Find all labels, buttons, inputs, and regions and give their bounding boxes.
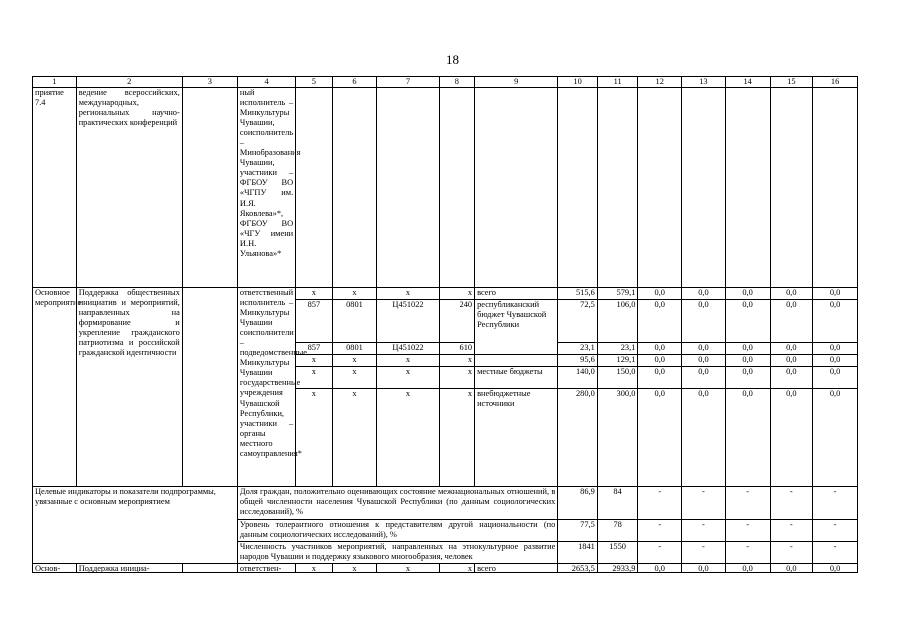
empty-cell [682,88,726,288]
value-cell: - [638,487,682,520]
value-cell: 0,0 [638,564,682,573]
empty-cell [725,88,770,288]
value-cell: 0,0 [725,300,770,343]
value-cell: 0,0 [770,343,813,355]
header-cell: 10 [558,77,598,88]
value-cell: 0,0 [682,288,726,300]
value-cell: 579,1 [597,288,638,300]
empty-cell [813,88,858,288]
expense-type-code: x [439,288,474,300]
value-cell: 0,0 [770,300,813,343]
funding-source: республиканский бюджет Чувашской Республики [475,300,558,355]
value-cell: - [770,520,813,542]
value-cell: 0,0 [813,288,858,300]
expense-type-code: x [439,389,474,487]
value-cell: 0,0 [725,389,770,487]
value-cell: - [770,487,813,520]
value-cell: 0,0 [770,564,813,573]
value-cell: - [725,542,770,564]
grbs-code: x [296,564,332,573]
section-code: x [332,564,377,573]
value-cell: 0,0 [638,343,682,355]
value-cell: 0,0 [725,355,770,367]
event-name: Поддержка общественных инициатив и мероприятий, направленных на формирование и укрепление гражданского патриотизма и российской гражданской идентичности [76,288,182,487]
target-article-code: Ц451022 [377,300,439,343]
header-cell: 7 [377,77,439,88]
value-cell: 0,0 [813,367,858,389]
header-cell: 2 [76,77,182,88]
value-cell: 0,0 [682,367,726,389]
value-cell: 0,0 [638,288,682,300]
value-cell: 0,0 [682,564,726,573]
header-cell: 8 [439,77,474,88]
target-article-code: x [377,564,439,573]
value-cell: 95,6 [558,355,598,367]
empty-cell [475,88,558,288]
empty-cell [332,88,377,288]
value-cell: 150,0 [597,367,638,389]
empty-cell [770,88,813,288]
empty-cell [182,88,237,288]
value-cell: 0,0 [638,367,682,389]
indicator-text: Доля граждан, положительно оценивающих состояние межнациональных отношений, в общей численности населения Чувашской Республики (по данным социологических исследований), % [237,487,557,520]
value-cell: - [682,542,726,564]
executor: ответствен- [237,564,295,573]
value-cell: 84 [597,487,638,520]
expense-type-code: 610 [439,343,474,355]
expense-type-code: x [439,355,474,367]
grbs-code: x [296,288,332,300]
value-cell: - [813,487,858,520]
header-cell: 14 [725,77,770,88]
empty-cell [296,88,332,288]
value-cell: 0,0 [725,564,770,573]
funding-source: всего [475,564,558,573]
table-row [33,288,858,300]
value-cell: - [682,487,726,520]
value-cell: - [770,542,813,564]
empty-cell [182,564,237,573]
value-cell: - [725,520,770,542]
value-cell: - [813,542,858,564]
empty-cell [439,88,474,288]
indicators-label: Целевые индикаторы и показатели подпрограммы, увязанные с основным мероприятием [33,487,238,564]
value-cell: 1550 [597,542,638,564]
value-cell: 86,9 [558,487,598,520]
executor: ответственный исполнитель – Минкультуры Чувашии соисполнители – подведомственные Минкультуры Чувашии государственные учреждения Чувашской Республики, участники – органы местного самоуправления* [237,288,295,487]
value-cell: 77,5 [558,520,598,542]
header-cell: 6 [332,77,377,88]
target-article-code: x [377,389,439,487]
header-row [33,77,858,88]
header-cell: 13 [682,77,726,88]
empty-cell [558,88,598,288]
target-article-code: x [377,355,439,367]
grbs-code: 857 [296,343,332,355]
funding-source: местные бюджеты [475,367,558,389]
header-cell: 1 [33,77,77,88]
indicator-text: Численность участников мероприятий, направленных на этнокультурное развитие народов Чувашии и поддержку языкового многообразия, человек [237,542,557,564]
table-row [33,487,858,520]
program-table [32,76,858,573]
event-number: Основное мероприятие [33,288,77,487]
table-row [33,564,858,573]
value-cell: 23,1 [558,343,598,355]
value-cell: 0,0 [813,300,858,343]
value-cell: 0,0 [725,367,770,389]
value-cell: 0,0 [770,288,813,300]
section-code: x [332,367,377,389]
event-name: Поддержка инициа- [76,564,182,573]
value-cell: 515,6 [558,288,598,300]
header-cell: 9 [475,77,558,88]
value-cell: - [638,520,682,542]
value-cell: 1841 [558,542,598,564]
grbs-code: x [296,389,332,487]
target-article-code: Ц451022 [377,343,439,355]
executor: ный исполнитель – Минкультуры Чувашии, соисполнитель – Минобразования Чувашии, участники – ФГБОУ ВО «ЧГПУ им. И.Я. Яковлева»*, ФГБОУ ВО «ЧГУ имени И.Н. Ульянова»* [237,88,295,288]
empty-cell [377,88,439,288]
header-cell: 15 [770,77,813,88]
section-code: x [332,355,377,367]
grbs-code: x [296,355,332,367]
value-cell: 140,0 [558,367,598,389]
value-cell: 0,0 [770,355,813,367]
value-cell: 72,5 [558,300,598,343]
event-number: Основ- [33,564,77,573]
header-cell: 11 [597,77,638,88]
grbs-code: 857 [296,300,332,343]
value-cell: 0,0 [638,355,682,367]
funding-source: внебюджетные источники [475,389,558,487]
value-cell: 0,0 [682,300,726,343]
expense-type-code: x [439,367,474,389]
value-cell: - [638,542,682,564]
value-cell: 0,0 [813,389,858,487]
funding-source [475,355,558,367]
grbs-code: x [296,367,332,389]
event-number: приятие 7.4 [33,88,77,288]
target-article-code: x [377,367,439,389]
value-cell: 0,0 [682,355,726,367]
value-cell: 23,1 [597,343,638,355]
value-cell: 106,0 [597,300,638,343]
value-cell: 0,0 [638,389,682,487]
value-cell: 78 [597,520,638,542]
value-cell: 0,0 [725,343,770,355]
value-cell: 300,0 [597,389,638,487]
header-cell: 5 [296,77,332,88]
header-cell: 16 [813,77,858,88]
funding-source: всего [475,288,558,300]
value-cell: 0,0 [638,300,682,343]
header-cell: 3 [182,77,237,88]
section-code: 0801 [332,343,377,355]
value-cell: 2653,5 [558,564,598,573]
section-code: x [332,288,377,300]
section-code: x [332,389,377,487]
value-cell: 2933,9 [597,564,638,573]
empty-cell [182,288,237,487]
empty-cell [597,88,638,288]
target-article-code: x [377,288,439,300]
expense-type-code: x [439,564,474,573]
value-cell: 0,0 [770,389,813,487]
value-cell: 0,0 [813,355,858,367]
indicator-text: Уровень толерантного отношения к представителям другой национальности (по данным социологических исследований), % [237,520,557,542]
value-cell: 280,0 [558,389,598,487]
expense-type-code: 240 [439,300,474,343]
event-name: ведение всероссийских, международных, региональных научно-практических конференций [76,88,182,288]
value-cell: 0,0 [770,367,813,389]
value-cell: - [725,487,770,520]
value-cell: 0,0 [813,343,858,355]
section-code: 0801 [332,300,377,343]
page-number: 18 [446,52,459,67]
value-cell: 0,0 [682,389,726,487]
value-cell: 129,1 [597,355,638,367]
value-cell: 0,0 [725,288,770,300]
value-cell: - [682,520,726,542]
empty-cell [638,88,682,288]
header-cell: 12 [638,77,682,88]
value-cell: 0,0 [682,343,726,355]
value-cell: - [813,520,858,542]
header-cell: 4 [237,77,295,88]
table-row [33,88,858,288]
value-cell: 0,0 [813,564,858,573]
